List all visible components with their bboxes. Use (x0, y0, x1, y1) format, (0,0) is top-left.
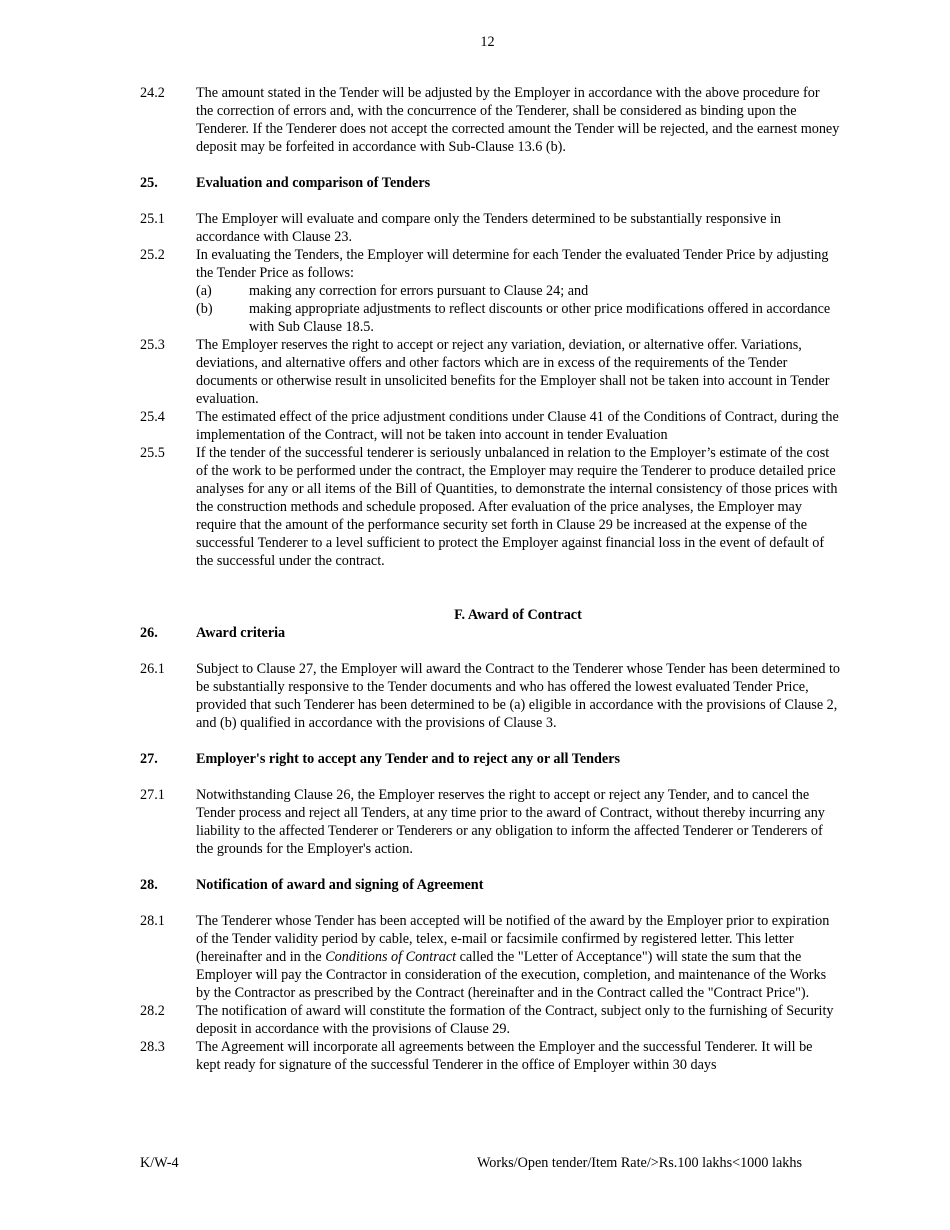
clause-28-3 (140, 1038, 840, 1074)
clause-text: The Agreement will incorporate all agreements between the Employer and the successful Tenderer. It will be kept ready for signature of the successful Tenderer in the office of Employer within 30 days (196, 1039, 813, 1073)
heading-number: 25. (140, 175, 158, 191)
clause-text: If the tender of the successful tenderer is seriously unbalanced in relation to the Employer’s estimate of the cost of the work to be performed under the contract, the Employer may require the Tenderer to produce detailed price analyses for any or all items of the Bill of Quantities, to demonstrate the internal consistency of those prices with the construction methods and schedule proposed. After evaluation of the price analyses, the Employer may require that the amount of the performance security set forth in Clause 29 be increased at the expense of the successful Tenderer to a level sufficient to protect the Employer against financial loss in the event of default of the successful under the contract. (196, 445, 838, 569)
clause-24-2 (140, 84, 840, 156)
clause-text: The notification of award will constitute the formation of the Contract, subject only to the furnishing of Security deposit in accordance with the provisions of Clause 29. (196, 1003, 834, 1037)
sub-item-b (196, 300, 840, 336)
clause-number: 27.1 (140, 787, 165, 803)
footer-left: K/W-4 (140, 1155, 179, 1171)
heading-text: Notification of award and signing of Agreement (196, 877, 484, 893)
heading-25 (140, 174, 840, 192)
section-f-heading: F. Award of Contract (454, 607, 582, 623)
clause-text: The Employer reserves the right to accept or reject any variation, deviation, or alternative offer. Variations, deviations, and alternative offers and other factors which are in excess of the requirements of the Tender documents or otherwise result in unsolicited benefits for the Employer shall not be taken into account in Tender evaluation. (196, 337, 830, 407)
clause-number: 24.2 (140, 85, 165, 101)
heading-26 (140, 624, 840, 642)
clause-text: In evaluating the Tenders, the Employer will determine for each Tender the evaluated Tender Price by adjusting the Tender Price as follows: (196, 247, 829, 281)
sub-item-letter: (a) (196, 283, 212, 299)
clause-number: 25.4 (140, 409, 165, 425)
clause-28-2 (140, 1002, 840, 1038)
heading-text: Evaluation and comparison of Tenders (196, 175, 431, 191)
clause-number: 26.1 (140, 661, 165, 677)
clause-text: Notwithstanding Clause 26, the Employer reserves the right to accept or reject any Tender, and to cancel the Tender process and reject all Tenders, at any time prior to the award of Contract, without thereby incurring any liability to the affected Tenderer or Tenderers or any obligation to inform the affected Tenderer or Tenderers of the grounds for the Employer's action. (196, 787, 825, 857)
sub-item-text: making appropriate adjustments to reflect discounts or other price modifications offered in accordance with Sub Clause 18.5. (249, 301, 831, 335)
clause-25-2 (140, 246, 840, 336)
clause-number: 25.2 (140, 247, 165, 263)
heading-28 (140, 876, 840, 894)
clause-25-1 (140, 210, 840, 246)
clause-text: The amount stated in the Tender will be adjusted by the Employer in accordance with the above procedure for the correction of errors and, with the concurrence of the Tenderer, shall be considered as binding upon the Tenderer. If the Tenderer does not accept the corrected amount the Tender will be rejected, and the earnest money deposit may be forfeited in accordance with Sub-Clause 13.6 (b). (196, 85, 840, 155)
document-body (140, 84, 840, 1074)
clause-number: 28.2 (140, 1003, 165, 1019)
clause-number: 25.5 (140, 445, 165, 461)
italic-term: Conditions of Contract (325, 949, 457, 965)
clause-text: The estimated effect of the price adjustment conditions under Clause 41 of the Conditions of Contract, during the implementation of the Contract, will not be taken into account in tender Evaluation (196, 409, 839, 443)
clause-text-part: called the "Letter of Acceptance") will state the sum that the Employer will pay the Contractor in consideration of the execution, completion, and maintenance of the Works by the Contractor as prescribed by the Contract (hereinafter and in the Contract called the "Contract Price"). (196, 949, 827, 1001)
footer-right: Works/Open tender/Item Rate/>Rs.100 lakhs<1000 lakhs (477, 1155, 802, 1171)
clause-text: Subject to Clause 27, the Employer will award the Contract to the Tenderer whose Tender has been determined to be substantially responsive to the Tender documents and who has offered the lowest evaluated Tender Price, provided that such Tenderer has been determined to be (a) eligible in accordance with the provisions of Clause 2, and (b) qualified in accordance with the provisions of Clause 3. (196, 661, 841, 731)
clause-number: 28.3 (140, 1039, 165, 1055)
sub-item-text: making any correction for errors pursuant to Clause 24; and (249, 283, 589, 299)
clause-28-1 (140, 912, 840, 1002)
heading-text: Employer's right to accept any Tender and to reject any or all Tenders (196, 751, 621, 767)
clause-27-1 (140, 786, 840, 858)
clause-26-1 (140, 660, 840, 732)
clause-25-5 (140, 444, 840, 570)
clause-number: 25.1 (140, 211, 165, 227)
heading-text: Award criteria (196, 625, 286, 641)
heading-27 (140, 750, 840, 768)
sub-item-a (196, 282, 840, 300)
heading-number: 27. (140, 751, 158, 767)
page-number: 12 (480, 34, 495, 50)
clause-number: 28.1 (140, 913, 165, 929)
clause-number: 25.3 (140, 337, 165, 353)
clause-text-part: The Tenderer whose Tender has been accepted will be notified of the award by the Employer prior to expiration of the Tender validity period by cable, telex, e-mail or facsimile confirmed by registered letter. This letter (hereinafter and in the (196, 913, 830, 965)
heading-number: 28. (140, 877, 158, 893)
clause-25-3 (140, 336, 840, 408)
clause-text: The Employer will evaluate and compare only the Tenders determined to be substantially responsive in accordance with Clause 23. (196, 211, 781, 245)
clause-text (196, 912, 840, 1002)
heading-number: 26. (140, 625, 158, 641)
sub-item-letter: (b) (196, 301, 213, 317)
clause-25-4 (140, 408, 840, 444)
